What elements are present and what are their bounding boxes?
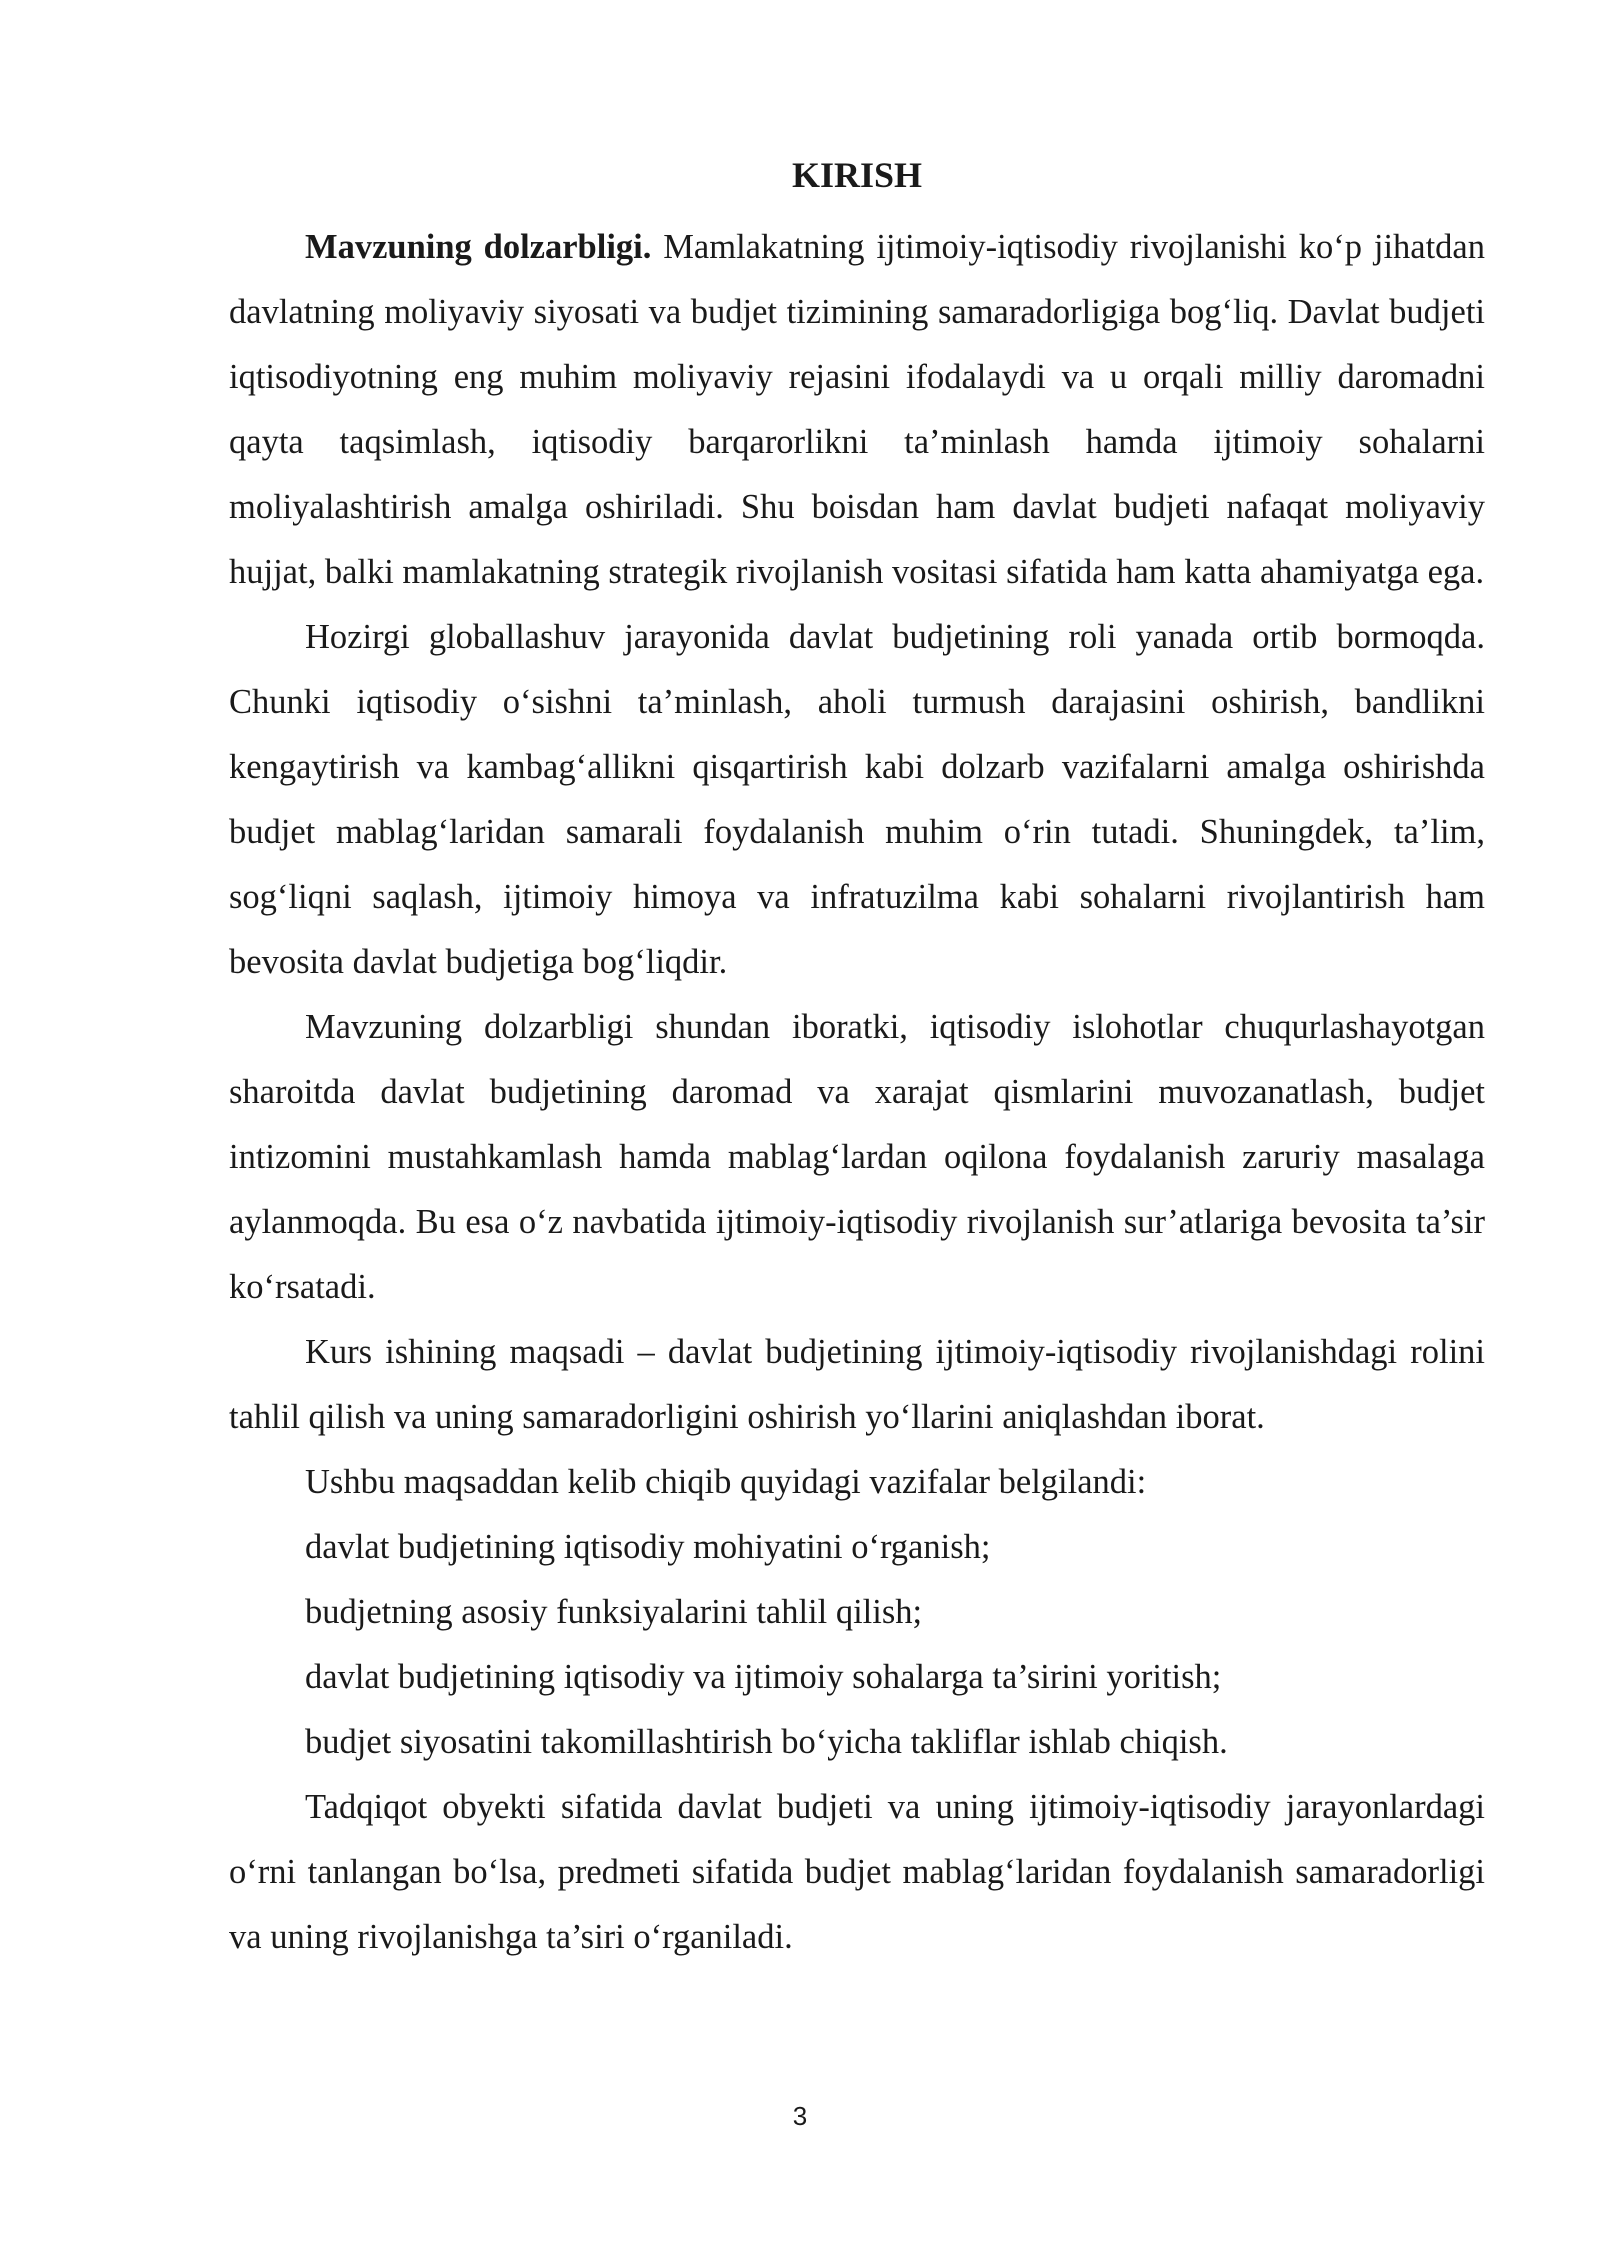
paragraph-tasks-intro: Ushbu maqsaddan kelib chiqib quyidagi vazifalar belgilandi: (305, 1463, 1147, 1501)
section-heading: KIRISH (791, 155, 923, 195)
page-number: 3 (792, 2101, 808, 2131)
task-item: budjet siyosatini takomillashtirish bo‘yicha takliflar ishlab chiqish. (305, 1723, 1228, 1761)
task-item: davlat budjetining iqtisodiy mohiyatini o‘rganish; (305, 1528, 991, 1566)
paragraph-goal: Kurs ishining maqsadi – davlat budjetining ijtimoiy-iqtisodiy rivojlanishdagi rolini tahlil qilish va uning samaradorligini oshirish yo‘llarini aniqlashdan iborat. (229, 1333, 1485, 1436)
paragraph-research-object: Tadqiqot obyekti sifatida davlat budjeti va uning ijtimoiy-iqtisodiy jarayonlardagi o‘rni tanlangan bo‘lsa, predmeti sifatida budjet mablag‘laridan foydalanish samaradorligi va uning rivojlanishga ta’siri o‘rganiladi. (229, 1788, 1485, 1956)
paragraph-globalization: Hozirgi globallashuv jarayonida davlat budjetining roli yanada ortib bormoqda. Chunki iqtisodiy o‘sishni ta’minlash, aholi turmush darajasini oshirish, bandlikni kengaytirish va kambag‘allikni qisqartirish kabi dolzarb vazifalarni amalga oshirishda budjet mablag‘laridan samarali foydalanish muhim o‘rin tutadi. Shuningdek, ta’lim, sog‘liqni saqlash, ijtimoiy himoya va infratuzilma kabi sohalarni rivojlantirish ham bevosita davlat budjetiga bog‘liqdir. (229, 618, 1485, 981)
page-content (229, 150, 1485, 1970)
paragraph-lead-bold: Mavzuning dolzarbligi. (305, 228, 652, 266)
task-item: budjetning asosiy funksiyalarini tahlil qilish; (305, 1593, 923, 1631)
paragraph-relevance-detail: Mavzuning dolzarbligi shundan iboratki, iqtisodiy islohotlar chuqurlashayotgan sharoitda davlat budjetining daromad va xarajat qismlarini muvozanatlash, budjet intizomini mustahkamlash hamda mablag‘lardan oqilona foydalanish zaruriy masalaga aylanmoqda. Bu esa o‘z navbatida ijtimoiy-iqtisodiy rivojlanish sur’atlariga bevosita ta’sir ko‘rsatadi. (229, 1008, 1485, 1306)
paragraph-relevance-text: Mamlakatning ijtimoiy-iqtisodiy rivojlanishi ko‘p jihatdan davlatning moliyaviy siyosati va budjet tizimining samaradorligiga bog‘liq. Davlat budjeti iqtisodiyotning eng muhim moliyaviy rejasini ifodalaydi va u orqali milliy daromadni qayta taqsimlash, iqtisodiy barqarorlikni ta’minlash hamda ijtimoiy sohalarni moliyalashtirish amalga oshiriladi. Shu boisdan ham davlat budjeti nafaqat moliyaviy hujjat, balki mamlakatning strategik rivojlanish vositasi sifatida ham katta ahamiyatga ega. (229, 228, 1485, 591)
paragraph-relevance (229, 215, 1485, 605)
task-item: davlat budjetining iqtisodiy va ijtimoiy sohalarga ta’sirini yoritish; (305, 1658, 1222, 1696)
